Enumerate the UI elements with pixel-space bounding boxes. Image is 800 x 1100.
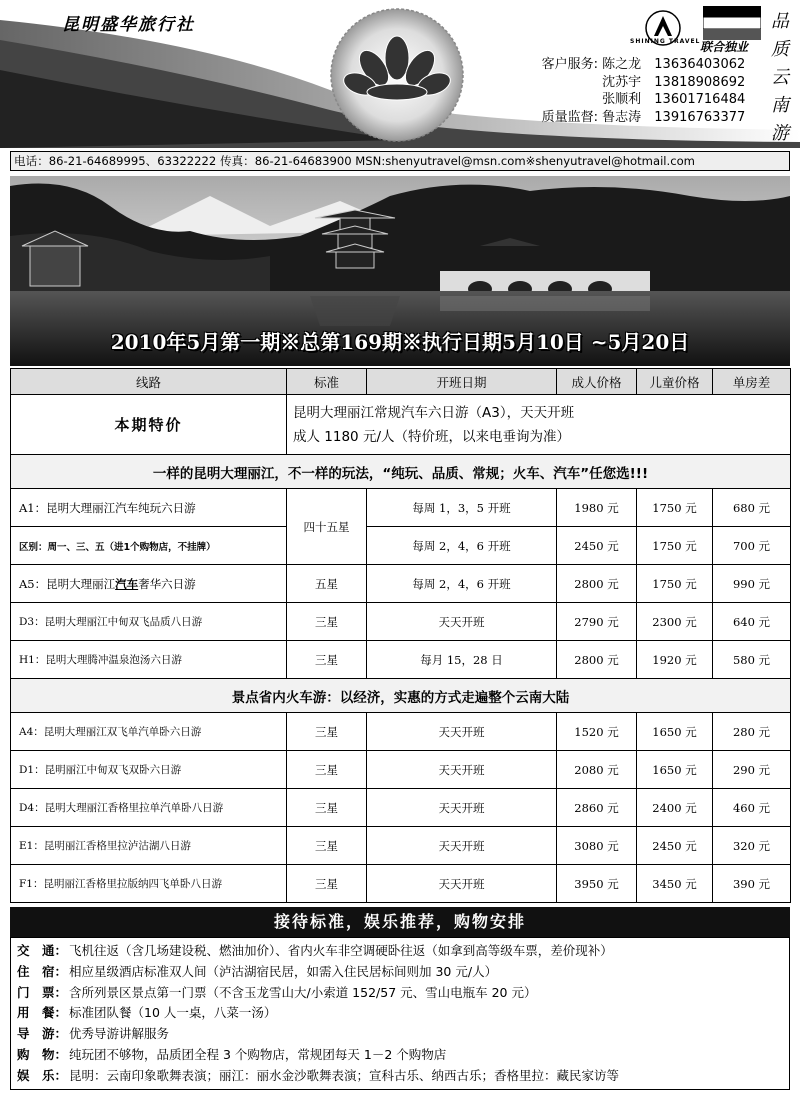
contact-row: [518, 56, 745, 74]
star-level: 三星: [287, 789, 367, 827]
child-price: 1920 元: [637, 641, 713, 679]
policy-label: 导 游：: [17, 1026, 68, 1042]
route-name[interactable]: A5：昆明大理丽江汽车奢华六日游: [11, 565, 287, 603]
contact-name: 张顺利: [602, 92, 642, 107]
policy-item: [17, 1066, 783, 1087]
route-name[interactable]: D4：昆明大理丽江香格里拉单汽单卧八日游: [11, 789, 287, 827]
single-supplement: 680 元: [713, 489, 791, 527]
contact-label: 客户服务:: [541, 57, 598, 72]
single-supplement: 460 元: [713, 789, 791, 827]
shining-logo-text: SHINING TRAVEL: [630, 38, 701, 45]
vertical-slogan: [766, 8, 794, 148]
policy-text: 昆明：云南印象歌舞表演；丽江：丽水金沙歌舞表演；宣科古乐、纳西古乐；香格里拉：藏民家访等: [69, 1067, 620, 1083]
child-price: 1650 元: [637, 751, 713, 789]
table-row: [11, 565, 791, 603]
route-name[interactable]: F1：昆明丽江香格里拉版纳四飞单卧八日游: [11, 865, 287, 903]
policy-text: 飞机往返（含几场建设税、燃油加价）、省内火车非空调硬卧往返（如拿到高等级车票，差价现补）: [69, 943, 613, 958]
adult-price: 2800 元: [557, 641, 637, 679]
departure-date: 每周 1，3，5 开班: [367, 489, 557, 527]
departure-date: 天天开班: [367, 751, 557, 789]
column-header: 儿童价格: [637, 369, 713, 395]
union-flag-icon: [703, 6, 761, 40]
contact-list: [518, 56, 745, 126]
slogan-char: 游: [771, 123, 789, 144]
special-offer-label: 本期特价: [11, 395, 287, 455]
policy-title: 接待标准，娱乐推荐，购物安排: [10, 907, 790, 937]
contact-info-line: 电话：86-21-64689995、63322222 传真：86-21-64683900 MSN:shenyutravel@msn.com※shenyutravel@hotmail.com: [10, 151, 790, 171]
table-row: [11, 827, 791, 865]
table-row: [11, 789, 791, 827]
route-highlight: 汽车: [115, 576, 139, 591]
single-supplement: 700 元: [713, 527, 791, 565]
route-name[interactable]: A4：昆明大理丽江双飞单汽单卧六日游: [11, 713, 287, 751]
star-level: 四十五星: [287, 489, 367, 565]
star-level: 三星: [287, 713, 367, 751]
route-note: 区别：周一、三、五（进1个购物店，不挂牌）: [11, 527, 287, 565]
route-name[interactable]: E1：昆明丽江香格里拉泸沽湖八日游: [11, 827, 287, 865]
table-row: [11, 865, 791, 903]
contact-phone[interactable]: 13818908692: [654, 74, 746, 90]
tour-price-table: [10, 368, 791, 903]
departure-date: 每周 2，4，6 开班: [367, 527, 557, 565]
adult-price: 2080 元: [557, 751, 637, 789]
adult-price: 2450 元: [557, 527, 637, 565]
column-header: 线路: [11, 369, 287, 395]
star-level: 三星: [287, 827, 367, 865]
table-header-row: [11, 369, 791, 395]
column-header: 成人价格: [557, 369, 637, 395]
special-offer-desc: [287, 395, 791, 455]
policy-label: 住 宿：: [17, 963, 68, 979]
policy-item: [17, 1003, 783, 1024]
policy-label: 购 物：: [17, 1046, 68, 1062]
departure-date: 每周 2，4，6 开班: [367, 565, 557, 603]
table-row: [11, 527, 791, 565]
contact-phone[interactable]: 13916763377: [654, 109, 746, 125]
special-line: 成人 1180 元/人（特价班，以来电垂询为准）: [293, 428, 570, 445]
single-supplement: 390 元: [713, 865, 791, 903]
slogan-char: 质: [771, 39, 789, 60]
section-row: [11, 455, 791, 489]
contact-name: 陈之龙: [602, 57, 642, 72]
policy-item: [17, 941, 783, 962]
single-supplement: 280 元: [713, 713, 791, 751]
policy-label: 门 票：: [17, 984, 68, 1000]
policy-list: [10, 937, 790, 1090]
header: [0, 0, 800, 148]
scenic-banner: [10, 176, 790, 366]
route-name[interactable]: D3：昆明大理丽江中甸双飞品质八日游: [11, 603, 287, 641]
child-price: 1750 元: [637, 527, 713, 565]
single-supplement: 990 元: [713, 565, 791, 603]
child-price: 1650 元: [637, 713, 713, 751]
departure-date: 天天开班: [367, 789, 557, 827]
route-name[interactable]: A1：昆明大理丽江汽车纯玩六日游: [11, 489, 287, 527]
contact-phone[interactable]: 13601716484: [654, 92, 746, 107]
policy-item: [17, 1045, 783, 1066]
policy-label: 娱 乐：: [17, 1067, 68, 1083]
star-level: 三星: [287, 641, 367, 679]
issue-title: 2010年5月第一期※总第169期※执行日期5月10日 ~5月20日: [110, 330, 690, 354]
policy-label: 用 餐：: [17, 1005, 68, 1021]
slogan-char: 品: [771, 11, 789, 32]
section-title: 景点省内火车游：以经济，实惠的方式走遍整个云南大陆: [11, 679, 791, 713]
table-row: [11, 641, 791, 679]
policy-text: 相应星级酒店标准双人间（泸沽湖宿民居，如需入住民居标间则加 30 元/人）: [69, 963, 498, 979]
column-header: 标准: [287, 369, 367, 395]
route-name[interactable]: D1：昆明丽江中甸双飞双卧六日游: [11, 751, 287, 789]
special-line: 昆明大理丽江常规汽车六日游（A3），天天开班: [293, 404, 575, 421]
child-price: 1750 元: [637, 565, 713, 603]
agency-name: 昆明盛华旅行社: [62, 15, 195, 35]
policy-label: 交 通：: [17, 943, 68, 958]
contact-row: [518, 74, 745, 92]
contact-row: [518, 91, 745, 109]
child-price: 2450 元: [637, 827, 713, 865]
route-name[interactable]: H1：昆明大理腾冲温泉泡汤六日游: [11, 641, 287, 679]
departure-date: 天天开班: [367, 603, 557, 641]
child-price: 3450 元: [637, 865, 713, 903]
departure-date: 天天开班: [367, 827, 557, 865]
departure-date: 天天开班: [367, 865, 557, 903]
table-row: [11, 603, 791, 641]
policy-text: 含所列景区景点第一门票（不含玉龙雪山大/小索道 152/57 元、雪山电瓶车 20 元）: [69, 984, 537, 1000]
slogan-char: 云: [771, 67, 789, 88]
adult-price: 2860 元: [557, 789, 637, 827]
column-header: 开班日期: [367, 369, 557, 395]
single-supplement: 640 元: [713, 603, 791, 641]
policy-item: [17, 1024, 783, 1045]
contact-name: 沈苏宇: [602, 74, 642, 90]
adult-price: 1980 元: [557, 489, 637, 527]
star-level: 三星: [287, 751, 367, 789]
contact-label: 质量监督:: [541, 109, 598, 125]
slogan-char: 南: [771, 95, 789, 116]
child-price: 2400 元: [637, 789, 713, 827]
adult-price: 1520 元: [557, 713, 637, 751]
special-offer-row: [11, 395, 791, 455]
policy-item: [17, 983, 783, 1004]
table-row: [11, 489, 791, 527]
contact-row: [518, 109, 745, 127]
section-row: [11, 679, 791, 713]
policy-text: 标准团队餐（10 人一桌，八菜一汤）: [69, 1005, 277, 1021]
single-supplement: 290 元: [713, 751, 791, 789]
child-price: 2300 元: [637, 603, 713, 641]
single-supplement: 320 元: [713, 827, 791, 865]
star-level: 五星: [287, 565, 367, 603]
policy-text: 优秀导游讲解服务: [69, 1026, 170, 1042]
policy-item: [17, 962, 783, 983]
star-level: 三星: [287, 865, 367, 903]
table-row: [11, 713, 791, 751]
single-supplement: 580 元: [713, 641, 791, 679]
section-title: 一样的昆明大理丽江，不一样的玩法，“纯玩、品质、常规；火车、汽车”任您选!!!: [11, 455, 791, 489]
union-text: 联合独业: [700, 40, 749, 54]
departure-date: 每月 15，28 日: [367, 641, 557, 679]
child-price: 1750 元: [637, 489, 713, 527]
adult-price: 3950 元: [557, 865, 637, 903]
contact-phone[interactable]: 13636403062: [654, 57, 746, 72]
adult-price: 3080 元: [557, 827, 637, 865]
star-level: 三星: [287, 603, 367, 641]
policy-text: 纯玩团不够物，品质团全程 3 个购物店，常规团每天 1－2 个购物店: [69, 1046, 447, 1062]
column-header: 单房差: [713, 369, 791, 395]
departure-date: 天天开班: [367, 713, 557, 751]
adult-price: 2800 元: [557, 565, 637, 603]
contact-name: 鲁志涛: [602, 109, 642, 125]
shining-travel-logo-icon: [632, 6, 694, 58]
adult-price: 2790 元: [557, 603, 637, 641]
table-row: [11, 751, 791, 789]
